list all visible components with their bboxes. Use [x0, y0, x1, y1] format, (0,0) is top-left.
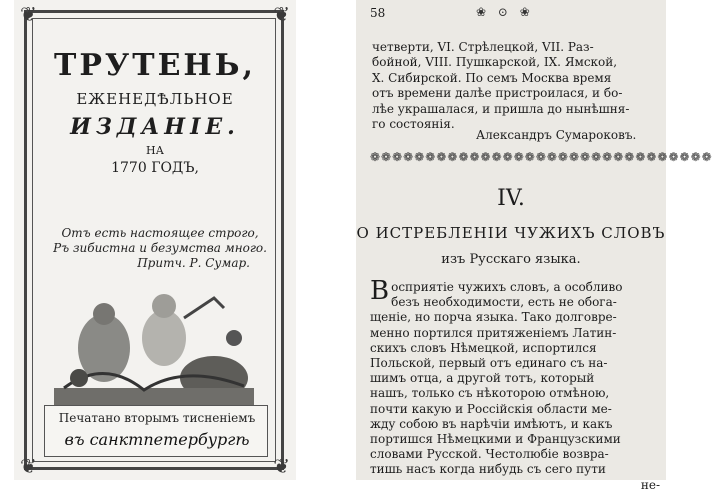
imprint-line: Печатано вторымъ тисненіемъ [58, 411, 256, 425]
corner-ornament-icon: ❦ [273, 454, 290, 478]
text-line: шимъ отца, а другой тотъ, который [370, 371, 595, 386]
text-line: отъ времени далѣе пристроилася, и бо- [372, 86, 623, 101]
page-number: 58 [370, 6, 386, 20]
article-body [370, 276, 660, 493]
header-ornament-icon: ❀ ⊙ ❀ [476, 5, 534, 19]
text-line: го состоянія. [372, 117, 455, 132]
title-page [14, 0, 296, 480]
text-line: четверти, VI. Стрѣлецкой, VII. Раз- [372, 40, 594, 54]
imprint-cartouche [44, 405, 268, 457]
text-page [356, 0, 713, 492]
corner-ornament-icon: ❦ [20, 454, 37, 478]
text-line-hyphen: не- [640, 477, 660, 492]
journal-title: ТРУТЕНЬ, [54, 48, 256, 83]
text-line: нашъ, только съ нѣкоторою отмѣною, [370, 386, 610, 401]
allegorical-vignette-icon [44, 278, 266, 416]
text-line: жду собою въ нарѣчіи имѣютъ, и какъ [370, 416, 613, 431]
article-subtitle: изъ Русскаго языка. [441, 252, 581, 267]
journal-subtitle-edition: ИЗДАНІЕ. [70, 114, 240, 140]
text-line: щеніе, но порча языка. Тако долговре- [370, 310, 617, 325]
text-line: бойной, VIII. Пушкарской, IX. Ямской, [372, 55, 618, 70]
text-line: словами Русской. Честолюбіе возвра- [370, 447, 609, 462]
imprint-city: въ санктпетербургѣ [64, 430, 250, 449]
journal-subtitle-for: НА [146, 144, 164, 157]
journal-year: 1770 ГОДЪ, [111, 160, 199, 176]
text-line: менно портился притяженіемъ Латин- [370, 325, 617, 340]
text-line: X. Сибирской. По семъ Москва время [372, 70, 612, 85]
text-line: Польской, первый отъ единаго съ на- [370, 356, 608, 371]
article-title: О ИСТРЕБЛЕНІИ ЧУЖИХЪ СЛОВЪ [356, 224, 666, 242]
ornamental-divider-icon: ❁❁❁❁❁❁❁❁❁❁❁❁❁❁❁❁❁❁❁❁❁❁❁❁❁❁❁❁❁❁❁ [370, 150, 713, 164]
text-line: портишся Нѣмецкими и Французскими [370, 432, 621, 447]
continuation-text [372, 40, 658, 132]
epigraph-line: Отъ есть настоящее строго, [61, 226, 259, 240]
text-line: осприятіе чужихъ словъ, а особливо [391, 280, 623, 294]
author-signature: Александръ Сумароковъ. [476, 128, 637, 142]
corner-ornament-icon: ❦ [20, 2, 37, 26]
drop-cap: В [370, 276, 390, 306]
section-number: IV. [497, 186, 525, 211]
text-line: почти какую и Россійскія области ме- [370, 401, 612, 416]
journal-subtitle-weekly: ЕЖЕНЕДѢЛЬНОЕ [76, 90, 234, 108]
text-line: лѣе украшалася, и пришла до нынѣшня- [372, 101, 630, 116]
text-line: тишь насъ когда нибудь съ сего пути [370, 462, 606, 477]
text-line: безъ необходимости, есть не обога- [391, 295, 617, 310]
epigraph-line: Ръ зибистна и безумства много. [53, 241, 267, 255]
epigraph-source: Притч. Р. Сумар. [137, 256, 250, 270]
text-line: скихъ словъ Нѣмецкой, испортился [370, 340, 597, 355]
corner-ornament-icon: ❦ [273, 2, 290, 26]
